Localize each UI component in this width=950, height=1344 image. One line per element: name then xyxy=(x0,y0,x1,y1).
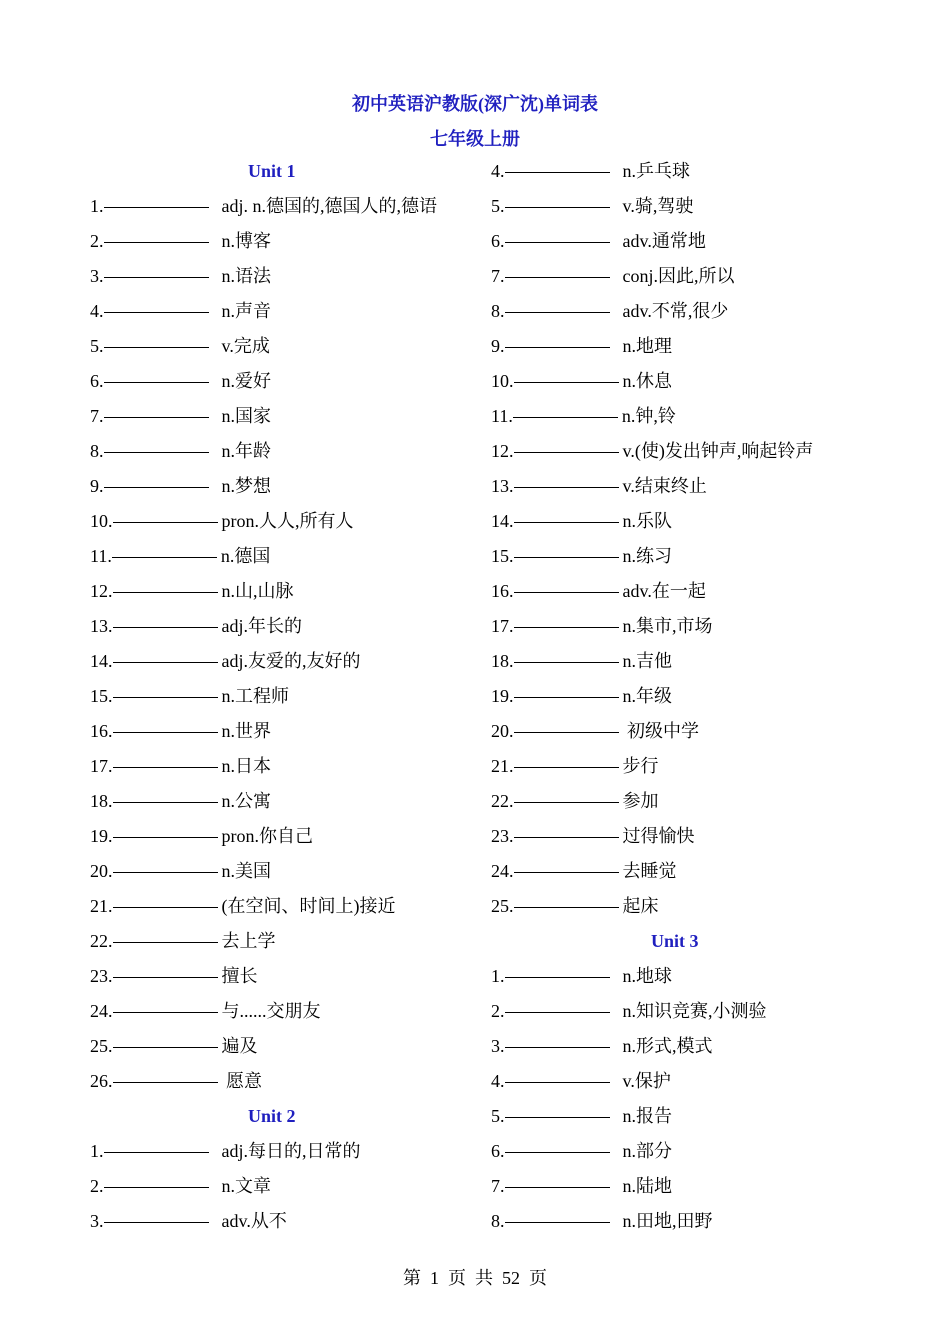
word-meaning: pron.你自己 xyxy=(221,826,313,846)
answer-blank[interactable] xyxy=(113,955,218,978)
word-meaning: v.保护 xyxy=(622,1071,671,1091)
word-meaning: n.日本 xyxy=(221,756,271,776)
word-meaning: n.乐队 xyxy=(622,511,672,531)
word-meaning: n.田地,田野 xyxy=(622,1211,713,1231)
answer-blank[interactable] xyxy=(113,570,218,593)
answer-blank[interactable] xyxy=(113,885,218,908)
word-meaning: n.年龄 xyxy=(221,441,271,461)
answer-blank[interactable] xyxy=(113,1025,218,1048)
answer-blank[interactable] xyxy=(104,465,209,488)
answer-blank[interactable] xyxy=(104,1200,209,1223)
vocab-item xyxy=(491,1134,911,1169)
vocab-item xyxy=(90,924,470,959)
answer-blank[interactable] xyxy=(514,465,619,488)
page-footer: 第 1 页 共 52 页 xyxy=(403,1268,547,1288)
item-number: 5. xyxy=(491,1106,505,1126)
vocab-item xyxy=(90,574,470,609)
word-meaning: n.梦想 xyxy=(221,476,271,496)
vocab-item xyxy=(491,1029,911,1064)
word-meaning: n.报告 xyxy=(622,1106,672,1126)
vocab-item xyxy=(90,1134,470,1169)
word-meaning: adj.年长的 xyxy=(221,616,302,636)
vocab-item xyxy=(491,889,911,924)
vocab-item xyxy=(491,224,911,259)
word-meaning: 遍及 xyxy=(221,1036,258,1056)
answer-blank[interactable] xyxy=(113,990,218,1013)
vocab-item xyxy=(491,749,911,784)
word-meaning: adv.通常地 xyxy=(622,231,706,251)
vocab-item xyxy=(90,714,470,749)
vocab-item xyxy=(90,539,470,574)
vocab-item xyxy=(90,189,470,224)
item-number: 14. xyxy=(491,511,514,531)
vocab-item xyxy=(491,329,911,364)
vocab-item xyxy=(90,399,470,434)
answer-blank[interactable] xyxy=(104,1130,209,1153)
answer-blank[interactable] xyxy=(514,500,619,523)
unit-heading: Unit 2 xyxy=(248,1106,296,1126)
answer-blank[interactable] xyxy=(113,500,218,523)
answer-blank[interactable] xyxy=(113,920,218,943)
answer-blank[interactable] xyxy=(514,535,619,558)
item-number: 6. xyxy=(491,231,505,251)
answer-blank[interactable] xyxy=(104,360,209,383)
word-meaning: 愿意 xyxy=(221,1071,262,1091)
item-number: 22. xyxy=(90,931,113,951)
vocab-item xyxy=(491,679,911,714)
item-number: 13. xyxy=(491,476,514,496)
vocab-item xyxy=(90,1064,470,1099)
answer-blank[interactable] xyxy=(514,570,619,593)
vocab-item xyxy=(491,609,911,644)
answer-blank[interactable] xyxy=(505,290,610,313)
item-number: 19. xyxy=(491,686,514,706)
item-number: 18. xyxy=(491,651,514,671)
word-meaning: n.德国 xyxy=(220,546,271,566)
word-meaning: adj.友爱的,友好的 xyxy=(221,651,361,671)
word-meaning: 去睡觉 xyxy=(622,861,677,881)
vocab-item xyxy=(491,819,911,854)
vocab-item xyxy=(491,644,911,679)
item-number: 17. xyxy=(491,616,514,636)
vocab-item xyxy=(491,294,911,329)
answer-blank[interactable] xyxy=(104,220,209,243)
item-number: 20. xyxy=(491,721,514,741)
item-number: 11. xyxy=(491,406,513,426)
item-number: 15. xyxy=(90,686,113,706)
word-meaning: n.钟,铃 xyxy=(621,406,676,426)
vocab-item xyxy=(90,364,470,399)
item-number: 2. xyxy=(90,1176,104,1196)
word-meaning: n.博客 xyxy=(221,231,271,251)
vocab-item xyxy=(491,259,911,294)
item-number: 4. xyxy=(491,161,505,181)
item-number: 20. xyxy=(90,861,113,881)
word-meaning: n.国家 xyxy=(221,406,271,426)
unit-heading: Unit 1 xyxy=(248,161,296,181)
answer-blank[interactable] xyxy=(505,1165,610,1188)
vocab-item xyxy=(90,819,470,854)
answer-blank[interactable] xyxy=(514,850,619,873)
item-number: 24. xyxy=(491,861,514,881)
answer-blank[interactable] xyxy=(514,885,619,908)
answer-blank[interactable] xyxy=(505,1200,610,1223)
answer-blank[interactable] xyxy=(104,395,209,418)
page-title: 初中英语沪教版(深广沈)单词表 xyxy=(352,94,598,114)
word-meaning: 过得愉快 xyxy=(622,826,695,846)
word-meaning: n.部分 xyxy=(622,1141,672,1161)
item-number: 16. xyxy=(90,721,113,741)
vocab-item xyxy=(491,469,911,504)
word-meaning: 起床 xyxy=(622,896,659,916)
word-meaning: adv.在一起 xyxy=(622,581,706,601)
answer-blank[interactable] xyxy=(514,710,619,733)
item-number: 25. xyxy=(90,1036,113,1056)
answer-blank[interactable] xyxy=(505,955,610,978)
vocab-item xyxy=(90,1169,470,1204)
word-meaning: n.世界 xyxy=(221,721,271,741)
word-meaning: n.形式,模式 xyxy=(622,1036,713,1056)
item-number: 10. xyxy=(90,511,113,531)
vocab-item xyxy=(90,679,470,714)
answer-blank[interactable] xyxy=(514,640,619,663)
item-number: 7. xyxy=(491,266,505,286)
word-meaning: 与......交朋友 xyxy=(221,1001,321,1021)
vocab-item xyxy=(90,434,470,469)
answer-blank[interactable] xyxy=(514,675,619,698)
word-meaning: n.山,山脉 xyxy=(221,581,294,601)
answer-blank[interactable] xyxy=(514,780,619,803)
answer-blank[interactable] xyxy=(505,1095,610,1118)
unit-heading: Unit 3 xyxy=(651,931,699,951)
answer-blank[interactable] xyxy=(514,815,619,838)
item-number: 10. xyxy=(491,371,514,391)
answer-blank[interactable] xyxy=(513,395,618,418)
word-meaning: 去上学 xyxy=(221,931,276,951)
item-number: 5. xyxy=(491,196,505,216)
vocab-item xyxy=(90,889,470,924)
word-meaning: n.语法 xyxy=(221,266,271,286)
word-meaning: pron.人人,所有人 xyxy=(221,511,354,531)
word-meaning: n.公寓 xyxy=(221,791,271,811)
answer-blank[interactable] xyxy=(514,430,619,453)
answer-blank[interactable] xyxy=(104,185,209,208)
word-meaning: (在空间、时间上)接近 xyxy=(221,896,396,916)
word-meaning: n.集市,市场 xyxy=(622,616,713,636)
item-number: 11. xyxy=(90,546,112,566)
word-meaning: n.陆地 xyxy=(622,1176,672,1196)
answer-blank[interactable] xyxy=(113,710,218,733)
word-meaning: 参加 xyxy=(622,791,659,811)
vocab-item xyxy=(90,959,470,994)
item-number: 8. xyxy=(90,441,104,461)
vocab-item xyxy=(491,1064,911,1099)
answer-blank[interactable] xyxy=(113,675,218,698)
item-number: 21. xyxy=(90,896,113,916)
vocab-item xyxy=(491,539,911,574)
vocab-item xyxy=(491,1169,911,1204)
item-number: 9. xyxy=(491,336,505,356)
vocab-item xyxy=(90,644,470,679)
item-number: 13. xyxy=(90,616,113,636)
word-meaning: n.美国 xyxy=(221,861,271,881)
vocab-item xyxy=(491,714,911,749)
word-meaning: n.工程师 xyxy=(221,686,289,706)
vocab-item xyxy=(90,854,470,889)
left-column xyxy=(90,154,470,1239)
vocab-item xyxy=(90,1029,470,1064)
answer-blank[interactable] xyxy=(514,605,619,628)
item-number: 12. xyxy=(491,441,514,461)
word-meaning: adv.从不 xyxy=(221,1211,287,1231)
word-meaning: v.骑,驾驶 xyxy=(622,196,694,216)
answer-blank[interactable] xyxy=(113,815,218,838)
item-number: 3. xyxy=(90,266,104,286)
vocab-item xyxy=(90,469,470,504)
vocab-item xyxy=(491,994,911,1029)
answer-blank[interactable] xyxy=(514,360,619,383)
item-number: 15. xyxy=(491,546,514,566)
vocab-item xyxy=(491,1099,911,1134)
item-number: 3. xyxy=(90,1211,104,1231)
word-meaning: 初级中学 xyxy=(622,721,699,741)
item-number: 26. xyxy=(90,1071,113,1091)
vocab-item xyxy=(491,154,911,189)
vocab-item xyxy=(90,259,470,294)
vocab-item xyxy=(491,1204,911,1239)
answer-blank[interactable] xyxy=(104,255,209,278)
item-number: 25. xyxy=(491,896,514,916)
item-number: 9. xyxy=(90,476,104,496)
vocab-item xyxy=(90,1204,470,1239)
vocab-item xyxy=(491,399,911,434)
vocab-item xyxy=(491,574,911,609)
item-number: 5. xyxy=(90,336,104,356)
word-meaning: v.(使)发出钟声,响起铃声 xyxy=(622,441,814,461)
answer-blank[interactable] xyxy=(505,220,610,243)
word-meaning: n.爱好 xyxy=(221,371,271,391)
item-number: 8. xyxy=(491,1211,505,1231)
item-number: 18. xyxy=(90,791,113,811)
word-meaning: conj.因此,所以 xyxy=(622,266,735,286)
word-meaning: adj. n.德国的,德国人的,德语 xyxy=(221,196,437,216)
item-number: 22. xyxy=(491,791,514,811)
word-meaning: v.结束终止 xyxy=(622,476,707,496)
item-number: 1. xyxy=(90,196,104,216)
answer-blank[interactable] xyxy=(113,1060,218,1083)
item-number: 8. xyxy=(491,301,505,321)
word-meaning: n.地球 xyxy=(622,966,672,986)
word-meaning: n.文章 xyxy=(221,1176,271,1196)
answer-blank[interactable] xyxy=(104,325,209,348)
word-meaning: 步行 xyxy=(622,756,659,776)
vocab-item xyxy=(491,854,911,889)
item-number: 4. xyxy=(491,1071,505,1091)
word-meaning: n.知识竞赛,小测验 xyxy=(622,1001,767,1021)
item-number: 1. xyxy=(491,966,505,986)
word-meaning: v.完成 xyxy=(221,336,270,356)
item-number: 23. xyxy=(491,826,514,846)
answer-blank[interactable] xyxy=(514,745,619,768)
answer-blank[interactable] xyxy=(113,780,218,803)
item-number: 7. xyxy=(90,406,104,426)
vocab-item xyxy=(90,749,470,784)
word-meaning: adv.不常,很少 xyxy=(622,301,729,321)
item-number: 21. xyxy=(491,756,514,776)
item-number: 6. xyxy=(90,371,104,391)
answer-blank[interactable] xyxy=(113,605,218,628)
item-number: 16. xyxy=(491,581,514,601)
word-meaning: 擅长 xyxy=(221,966,258,986)
answer-blank[interactable] xyxy=(505,325,610,348)
item-number: 24. xyxy=(90,1001,113,1021)
vocab-item xyxy=(491,189,911,224)
answer-blank[interactable] xyxy=(104,430,209,453)
vocab-item xyxy=(90,329,470,364)
answer-blank[interactable] xyxy=(113,745,218,768)
item-number: 14. xyxy=(90,651,113,671)
answer-blank[interactable] xyxy=(505,150,610,173)
answer-blank[interactable] xyxy=(505,1025,610,1048)
vocab-item xyxy=(90,504,470,539)
page-subtitle: 七年级上册 xyxy=(430,129,520,149)
word-meaning: n.年级 xyxy=(622,686,672,706)
item-number: 2. xyxy=(491,1001,505,1021)
item-number: 12. xyxy=(90,581,113,601)
item-number: 6. xyxy=(491,1141,505,1161)
answer-blank[interactable] xyxy=(505,185,610,208)
word-meaning: n.乒乓球 xyxy=(622,161,690,181)
vocab-item xyxy=(491,364,911,399)
answer-blank[interactable] xyxy=(113,640,218,663)
vocab-item xyxy=(491,784,911,819)
word-meaning: n.休息 xyxy=(622,371,672,391)
vocab-item xyxy=(90,609,470,644)
item-number: 3. xyxy=(491,1036,505,1056)
word-meaning: n.地理 xyxy=(622,336,672,356)
item-number: 19. xyxy=(90,826,113,846)
vocab-item xyxy=(90,294,470,329)
answer-blank[interactable] xyxy=(104,290,209,313)
word-meaning: adj.每日的,日常的 xyxy=(221,1141,361,1161)
word-meaning: n.声音 xyxy=(221,301,271,321)
word-meaning: n.练习 xyxy=(622,546,672,566)
vocab-item xyxy=(90,784,470,819)
vocab-item xyxy=(491,959,911,994)
item-number: 1. xyxy=(90,1141,104,1161)
answer-blank[interactable] xyxy=(104,1165,209,1188)
answer-blank[interactable] xyxy=(505,990,610,1013)
right-column xyxy=(491,154,911,1239)
answer-blank[interactable] xyxy=(505,1130,610,1153)
vocab-item xyxy=(491,504,911,539)
vocab-item xyxy=(90,224,470,259)
answer-blank[interactable] xyxy=(112,535,217,558)
vocab-item xyxy=(90,994,470,1029)
item-number: 7. xyxy=(491,1176,505,1196)
item-number: 4. xyxy=(90,301,104,321)
answer-blank[interactable] xyxy=(505,1060,610,1083)
answer-blank[interactable] xyxy=(113,850,218,873)
vocab-item xyxy=(491,434,911,469)
answer-blank[interactable] xyxy=(505,255,610,278)
item-number: 17. xyxy=(90,756,113,776)
item-number: 2. xyxy=(90,231,104,251)
word-meaning: n.吉他 xyxy=(622,651,672,671)
item-number: 23. xyxy=(90,966,113,986)
